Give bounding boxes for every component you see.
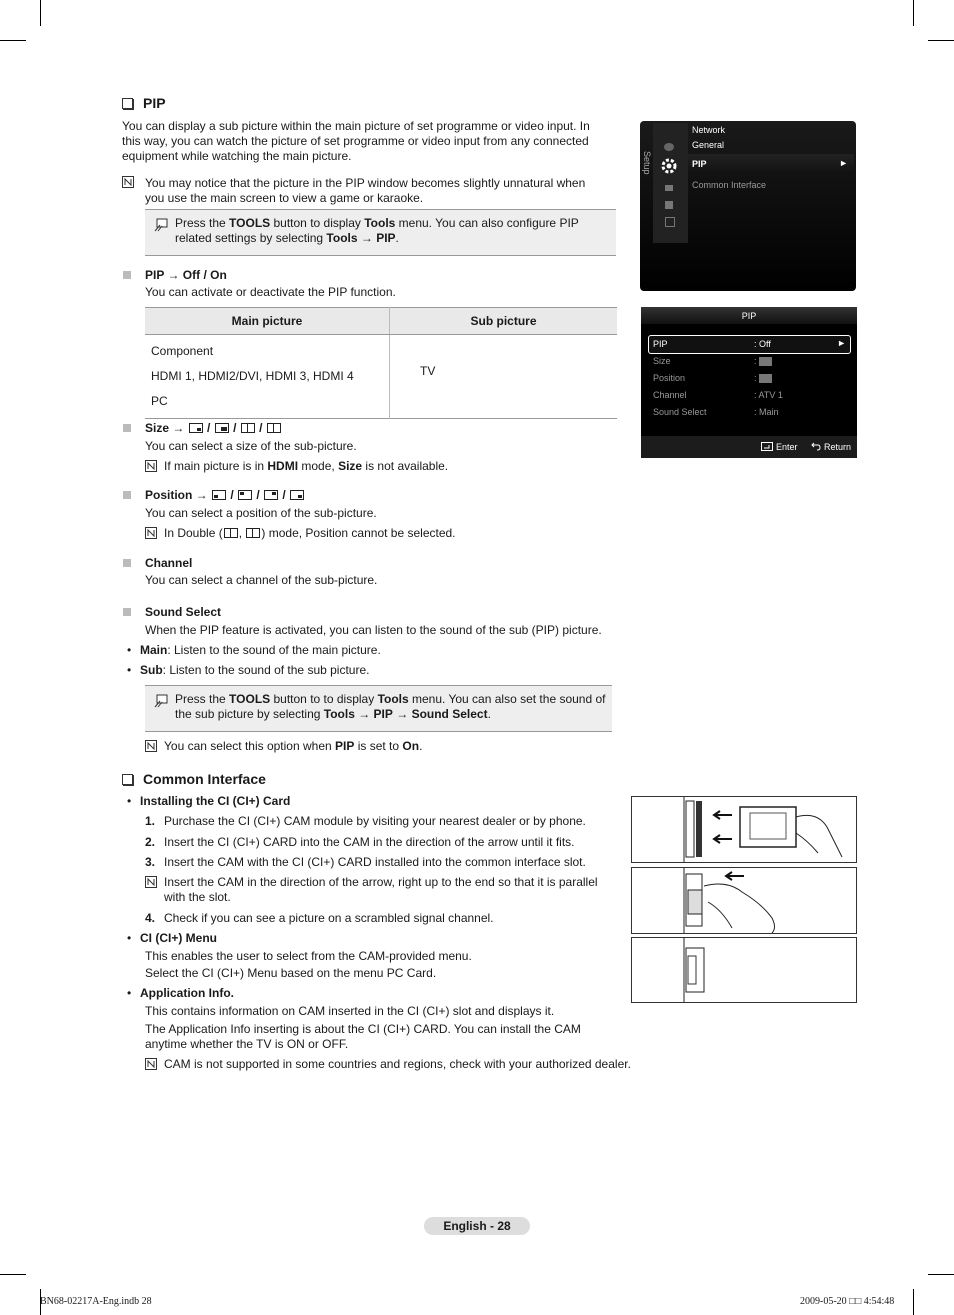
pip-row-label: PIP: [653, 339, 668, 349]
pip-offon-title: PIP → Off / On: [145, 268, 227, 282]
position-row-label[interactable]: Position: [653, 373, 686, 383]
cam-slot-insert-image: [632, 868, 856, 933]
bullet-square: [123, 608, 131, 616]
main-picture-item: Component: [151, 344, 214, 358]
sound-tools-tip: [145, 685, 612, 732]
crop-mark: [0, 1274, 26, 1275]
position-note: In Double ( , ) mode, Position cannot be selected.: [164, 526, 456, 540]
step-text: Insert the CI (CI+) CARD into the CAM in the direction of the arrow until it fits.: [164, 835, 575, 849]
bullet-square: [123, 559, 131, 567]
table-header: Sub picture: [390, 308, 618, 335]
ci-illustration-3: [631, 937, 857, 1003]
setup-side-label: Setup: [642, 151, 652, 175]
sound-row-label[interactable]: Sound Select: [653, 407, 707, 417]
pip-offon-desc: You can activate or deactivate the PIP function.: [145, 285, 396, 299]
ci-menu-title: CI (CI+) Menu: [140, 931, 217, 945]
crop-mark: [928, 1274, 954, 1275]
return-icon: [811, 442, 821, 451]
crop-mark: [928, 40, 954, 41]
crop-mark: [0, 40, 26, 41]
ci-illustration-1: [631, 796, 857, 863]
bullet-dot: •: [127, 986, 132, 1000]
double-icon: [224, 528, 238, 538]
setup-icon-column: [653, 123, 688, 243]
bullet-square: [123, 424, 131, 432]
ci-app-title: Application Info.: [140, 986, 234, 1000]
pip-row-selected[interactable]: [648, 335, 851, 354]
ci-app-desc: The Application Info inserting is about the CI (CI+) CARD. You can install the CAM anytime whether the TV is ON or OFF.: [145, 1022, 581, 1051]
ci-install-title: Installing the CI (CI+) Card: [140, 794, 291, 808]
bullet-dot: •: [127, 663, 132, 677]
size-note: If main picture is in HDMI mode, Size is not available.: [164, 459, 449, 473]
position-top-left-icon: [238, 490, 252, 500]
arrow-right-icon: ►: [839, 158, 848, 168]
step-text: Purchase the CI (CI+) CAM module by visiting your nearest dealer or by phone.: [164, 814, 586, 828]
sound-row-value: : Main: [754, 407, 779, 417]
ci-app-desc: This contains information on CAM inserted in the CI (CI+) slot and displays it.: [145, 1004, 555, 1018]
pip-tools-tip-text: Press the TOOLS button to display Tools menu. You can also configure PIP related settings by selecting Tools → PIP.: [175, 216, 579, 245]
bullet-dot: •: [127, 794, 132, 808]
note-icon: [145, 460, 157, 472]
position-row-value: :: [754, 373, 757, 383]
pip-menu-title: PIP: [741, 311, 757, 321]
size-large-icon: [215, 423, 229, 433]
channel-desc: You can select a channel of the sub-picture.: [145, 573, 378, 587]
bullet-square: [123, 491, 131, 499]
menu-item-pip-highlight[interactable]: [688, 154, 854, 174]
step-text: Insert the CAM with the CI (CI+) CARD installed into the common interface slot.: [164, 855, 586, 869]
crop-mark: [40, 0, 41, 26]
step-number: 1.: [145, 814, 156, 828]
bullet-square: [123, 271, 131, 279]
pip-row-value: : Off: [754, 339, 771, 349]
channel-title: Channel: [145, 556, 193, 570]
cam-installed-image: [632, 938, 856, 1002]
double-2-icon: [246, 528, 260, 538]
table-header: Main picture: [145, 308, 390, 335]
menu-item-general[interactable]: General: [692, 140, 725, 150]
menu-item-pip: PIP: [692, 159, 707, 169]
footer-file: BN68-02217A-Eng.indb 28: [40, 1296, 152, 1307]
sound-main: Main: Listen to the sound of the main picture.: [140, 643, 381, 657]
position-bottom-left-icon: [212, 490, 226, 500]
pip-tools-tip: [145, 209, 616, 256]
tools-icon: [154, 694, 168, 708]
pip-intro: You can display a sub picture within the main picture of set programme or video input. In this way, you can watch the picture of set programme or video input from any connected equipment while watching the main picture.: [122, 119, 590, 163]
pip-note-1: You may notice that the picture in the PIP window becomes slightly unnatural when you use the main screen to view a game or karaoke.: [145, 176, 586, 205]
help-icon: [665, 217, 675, 227]
note-icon: [145, 740, 157, 752]
enter-label[interactable]: Enter: [776, 442, 798, 452]
step-number: 3.: [145, 855, 156, 869]
sound-title: Sound Select: [145, 605, 222, 619]
sound-note: You can select this option when PIP is set to On.: [164, 739, 423, 753]
bullet-dot: •: [127, 931, 132, 945]
sound-tools-tip-text: Press the TOOLS button to to display Tools menu. You can also set the sound of the sub picture by selecting Tools → PIP → Sound Select.: [175, 692, 606, 721]
pip-menu-footer: [641, 436, 857, 458]
size-row-value: :: [754, 356, 757, 366]
size-double-2-icon: [267, 423, 281, 433]
ci-menu-desc: This enables the user to select from the CAM-provided menu.: [145, 949, 472, 963]
page-number: English - 28: [424, 1217, 530, 1235]
position-bottom-right-icon: [290, 490, 304, 500]
ci-illustration-2: [631, 867, 857, 934]
size-desc: You can select a size of the sub-picture.: [145, 439, 357, 453]
note-icon: [145, 876, 157, 888]
step-note: Insert the CAM in the direction of the arrow, right up to the end so that it is parallel with the slot.: [164, 875, 598, 904]
setup-menu-panel: [640, 121, 856, 291]
crop-mark: [913, 1289, 914, 1315]
tools-icon: [154, 218, 168, 232]
gear-icon: [659, 156, 679, 176]
enter-icon: [761, 442, 773, 451]
step-number: 2.: [145, 835, 156, 849]
ci-menu-desc: Select the CI (CI+) Menu based on the menu PC Card.: [145, 966, 437, 980]
note-icon: [145, 527, 157, 539]
menu-item-common-interface[interactable]: Common Interface: [692, 180, 767, 190]
position-value-icon: [759, 374, 772, 383]
main-picture-item: PC: [151, 394, 168, 408]
main-picture-item: HDMI 1, HDMI2/DVI, HDMI 3, HDMI 4: [151, 369, 354, 383]
menu-item-network[interactable]: Network: [692, 125, 726, 135]
crop-mark: [913, 0, 914, 26]
size-value-icon: [759, 357, 772, 366]
size-title: Size → / / /: [145, 421, 282, 436]
ci-note: CAM is not supported in some countries and regions, check with your authorized dealer.: [164, 1057, 631, 1071]
pip-menu-header: [641, 307, 857, 324]
checkbox-icon: [122, 774, 133, 785]
channel-row-label[interactable]: Channel: [653, 390, 687, 400]
cam-card-insert-image: [632, 797, 856, 862]
speaker-icon: [665, 185, 673, 191]
footer-date: 2009-05-20 □□ 4:54:48: [800, 1296, 895, 1307]
return-label[interactable]: Return: [824, 442, 852, 452]
channel-row-value: : ATV 1: [754, 390, 783, 400]
pip-menu-panel: [641, 307, 857, 458]
size-double-icon: [241, 423, 255, 433]
step-text: Check if you can see a picture on a scrambled signal channel.: [164, 911, 494, 925]
size-row-label[interactable]: Size: [653, 356, 671, 366]
position-top-right-icon: [264, 490, 278, 500]
checkbox-icon: [122, 98, 133, 109]
sound-desc: When the PIP feature is activated, you can listen to the sound of the sub (PIP) picture.: [145, 623, 602, 637]
note-icon: [145, 1058, 157, 1070]
position-title: Position → / / /: [145, 488, 305, 503]
pip-section-title: PIP: [122, 95, 166, 111]
position-desc: You can select a position of the sub-picture.: [145, 506, 377, 520]
size-small-icon: [189, 423, 203, 433]
sub-picture-item: TV: [420, 364, 436, 378]
ci-section-title: Common Interface: [122, 771, 266, 787]
sound-sub: Sub: Listen to the sound of the sub picture.: [140, 663, 370, 677]
step-number: 4.: [145, 911, 156, 925]
note-icon: [122, 176, 134, 188]
globe-icon: [664, 143, 674, 151]
support-icon: [665, 201, 673, 209]
bullet-dot: •: [127, 643, 132, 657]
arrow-right-icon: ►: [837, 338, 846, 348]
pip-source-table: [145, 307, 617, 419]
